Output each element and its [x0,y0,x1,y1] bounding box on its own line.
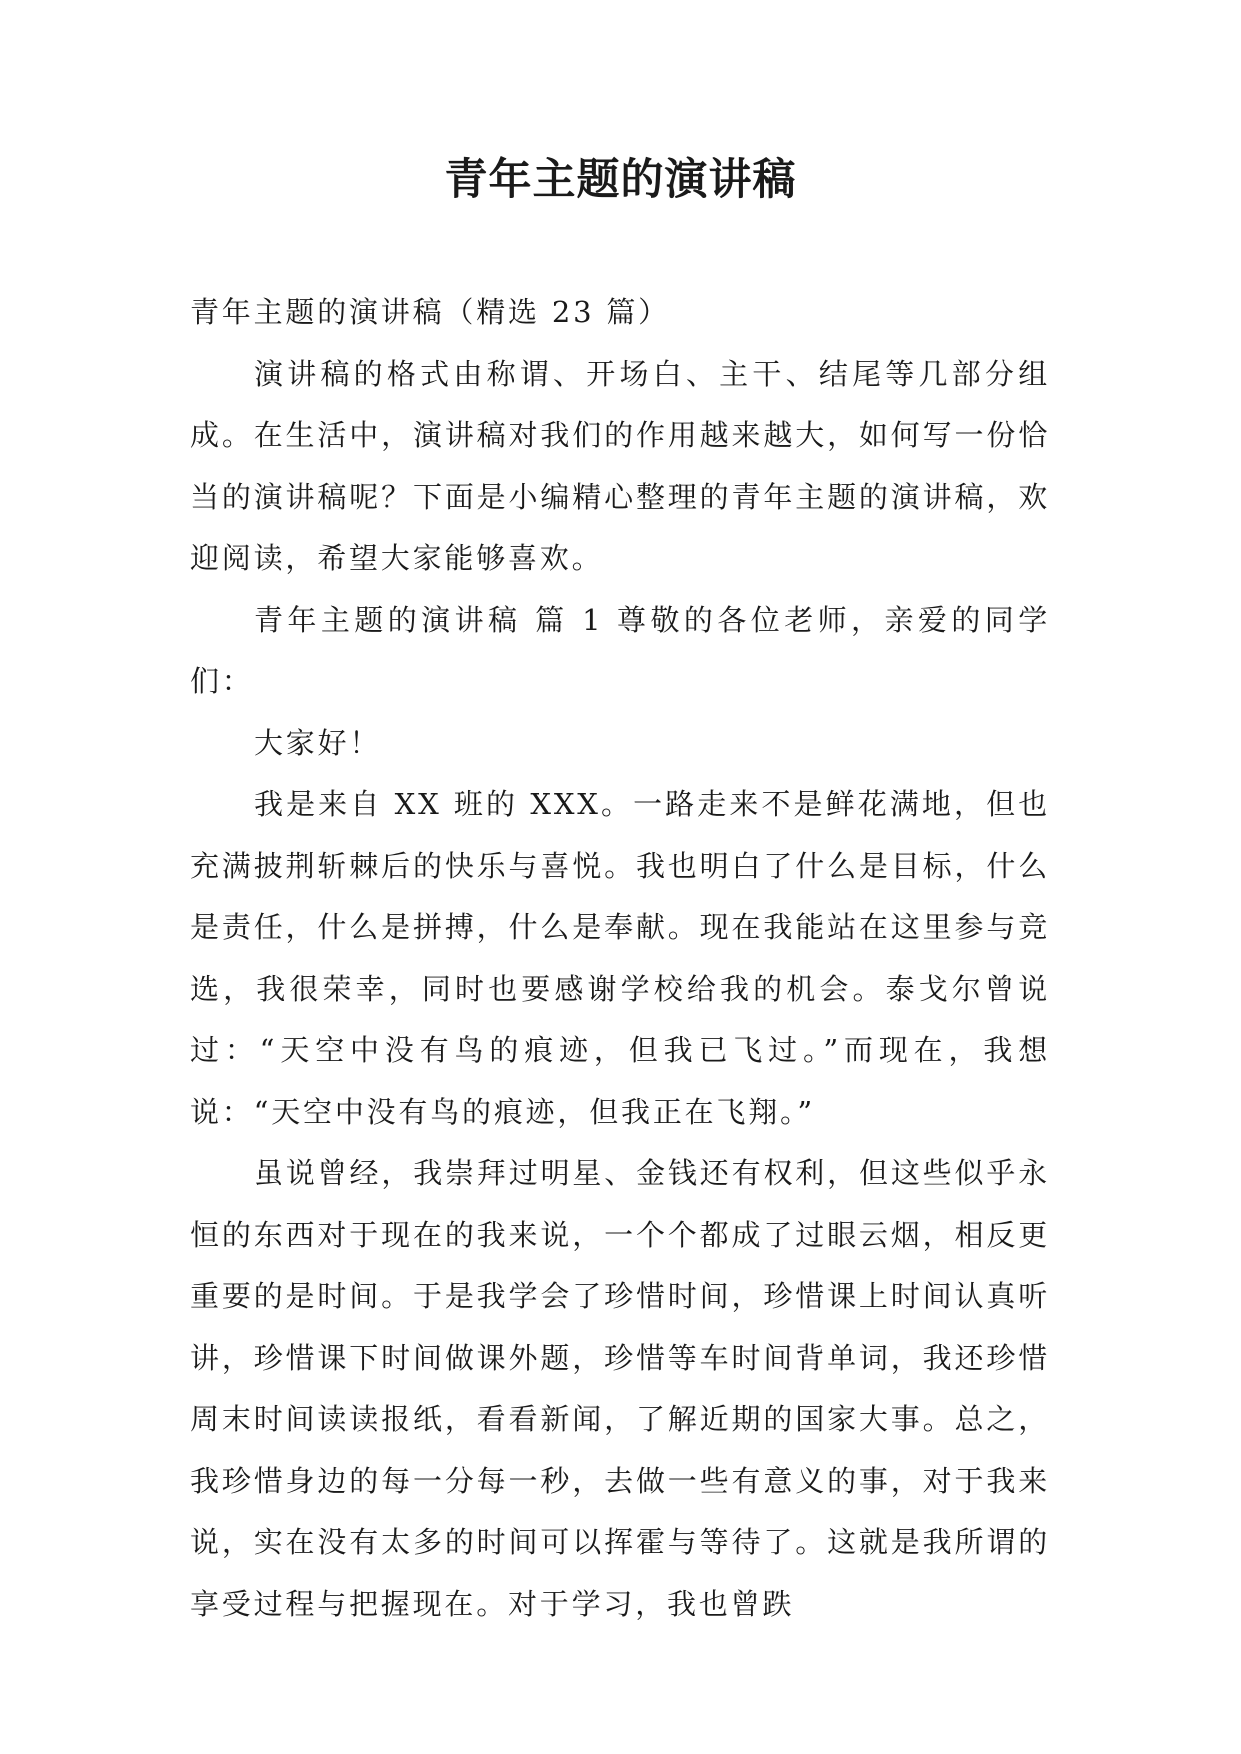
paragraph-self-introduction: 我是来自 XX 班的 XXX。一路走来不是鲜花满地，但也充满披荆斩棘后的快乐与喜悦。我也明白了什么是目标，什么是责任，什么是拼搏，什么是奉献。现在我能站在这里参与竞选，我很荣幸，同时也要感谢学校给我的机会。泰戈尔曾说过：“天空中没有鸟的痕迹，但我已飞过。”而现在，我想说：“天空中没有鸟的痕迹，但我正在飞翔。” [190,787,1050,1129]
paragraph-time-value: 虽说曾经，我崇拜过明星、金钱还有权利，但这些似乎永恒的东西对于现在的我来说，一个个都成了过眼云烟，相反更重要的是时间。于是我学会了珍惜时间，珍惜课上时间认真听讲，珍惜课下时间做课外题，珍惜等车时间背单词，我还珍惜周末时间读读报纸，看看新闻，了解近期的国家大事。总之，我珍惜身边的每一分每一秒，去做一些有意义的事，对于我来说，实在没有太多的时间可以挥霍与等待了。这就是我所谓的享受过程与把握现在。对于学习，我也曾跌 [190,1156,1050,1621]
document-subtitle: 青年主题的演讲稿（精选 23 篇） [190,295,670,329]
document-body [190,282,1050,1635]
paragraph-hello: 大家好！ [254,725,382,760]
paragraph-intro: 演讲稿的格式由称谓、开场白、主干、结尾等几部分组成。在生活中，演讲稿对我们的作用越来越大，如何写一份恰当的演讲稿呢？下面是小编精心整理的青年主题的演讲稿，欢迎阅读，希望大家能够喜欢。 [190,356,1050,575]
document-title: 青年主题的演讲稿 [444,155,797,205]
paragraph-greeting-heading: 青年主题的演讲稿 篇 1 尊敬的各位老师，亲爱的同学们： [190,602,1050,698]
